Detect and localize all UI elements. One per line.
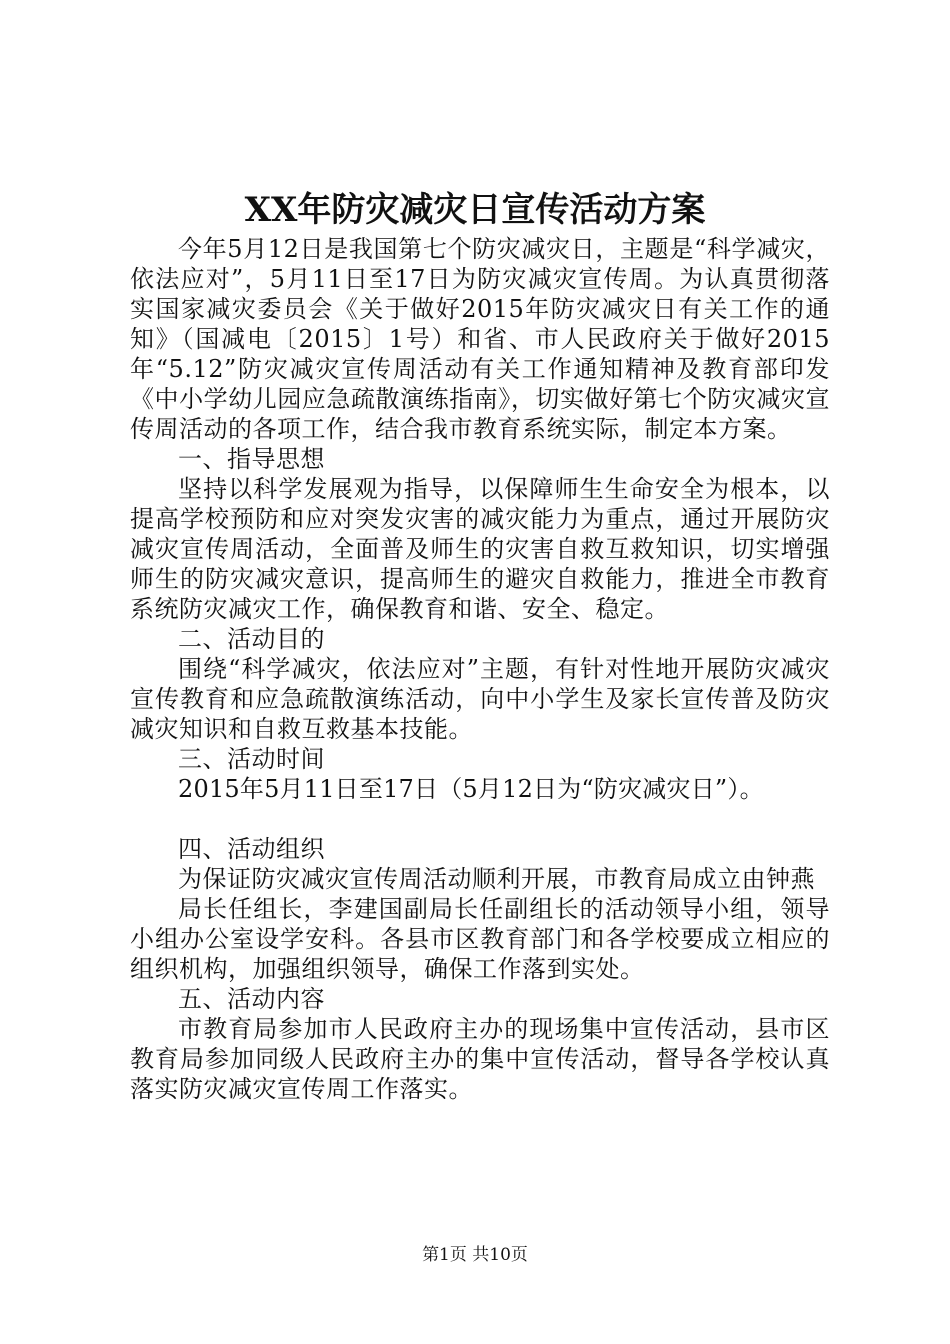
section-paragraph: 2015年5月11日至17日（5月12日为“防灾减灾日”）。 <box>178 775 764 803</box>
section-paragraph: 围绕“科学减灾，依法应对”主题，有针对性地开展防灾减灾宣传教育和应急疏散演练活动，向中小学生及家长宣传普及防灾减灾知识和自救互救基本技能。 <box>130 655 830 743</box>
blank-line <box>130 804 830 834</box>
section-paragraph: 坚持以科学发展观为指导，以保障师生生命安全为根本，以提高学校预防和应对突发灾害的减灾能力为重点，通过开展防灾减灾宣传周活动，全面普及师生的灾害自救互救知识，切实增强师生的防灾减灾意识，提高师生的避灾自救能力，推进全市教育系统防灾减灾工作，确保教育和谐、安全、稳定。 <box>130 475 830 623</box>
section-heading-guiding-ideology: 一、指导思想 <box>178 445 325 473</box>
intro-paragraph: 今年5月12日是我国第七个防灾减灾日，主题是“科学减灾，依法应对”，5月11日至17日为防灾减灾宣传周。为认真贯彻落实国家减灾委员会《关于做好2015年防灾减灾日有关工作的通知》（国减电〔2015〕1号）和省、市人民政府关于做好2015年“5.12”防灾减灾宣传周活动有关工作通知精神及教育部印发《中小学幼儿园应急疏散演练指南》，切实做好第七个防灾减灾宣传周活动的各项工作，结合我市教育系统实际，制定本方案。 <box>130 235 830 443</box>
section-heading-activity-purpose: 二、活动目的 <box>178 625 325 653</box>
document-body <box>130 234 830 1104</box>
section-heading-activity-organization: 四、活动组织 <box>178 835 325 863</box>
section-paragraph: 为保证防灾减灾宣传周活动顺利开展，市教育局成立由钟燕 <box>178 865 815 893</box>
document-title: XX年防灾减灾日宣传活动方案 <box>244 190 706 230</box>
section-heading-activity-time: 三、活动时间 <box>178 745 325 773</box>
section-paragraph: 局长任组长，李建国副局长任副组长的活动领导小组，领导小组办公室设学安科。各县市区教育部门和各学校要成立相应的组织机构，加强组织领导，确保工作落到实处。 <box>130 895 830 983</box>
section-heading-activity-content: 五、活动内容 <box>178 985 325 1013</box>
section-paragraph: 市教育局参加市人民政府主办的现场集中宣传活动，县市区教育局参加同级人民政府主办的集中宣传活动，督导各学校认真落实防灾减灾宣传周工作落实。 <box>130 1015 830 1103</box>
page-footer: 第1页 共10页 <box>422 1245 528 1265</box>
